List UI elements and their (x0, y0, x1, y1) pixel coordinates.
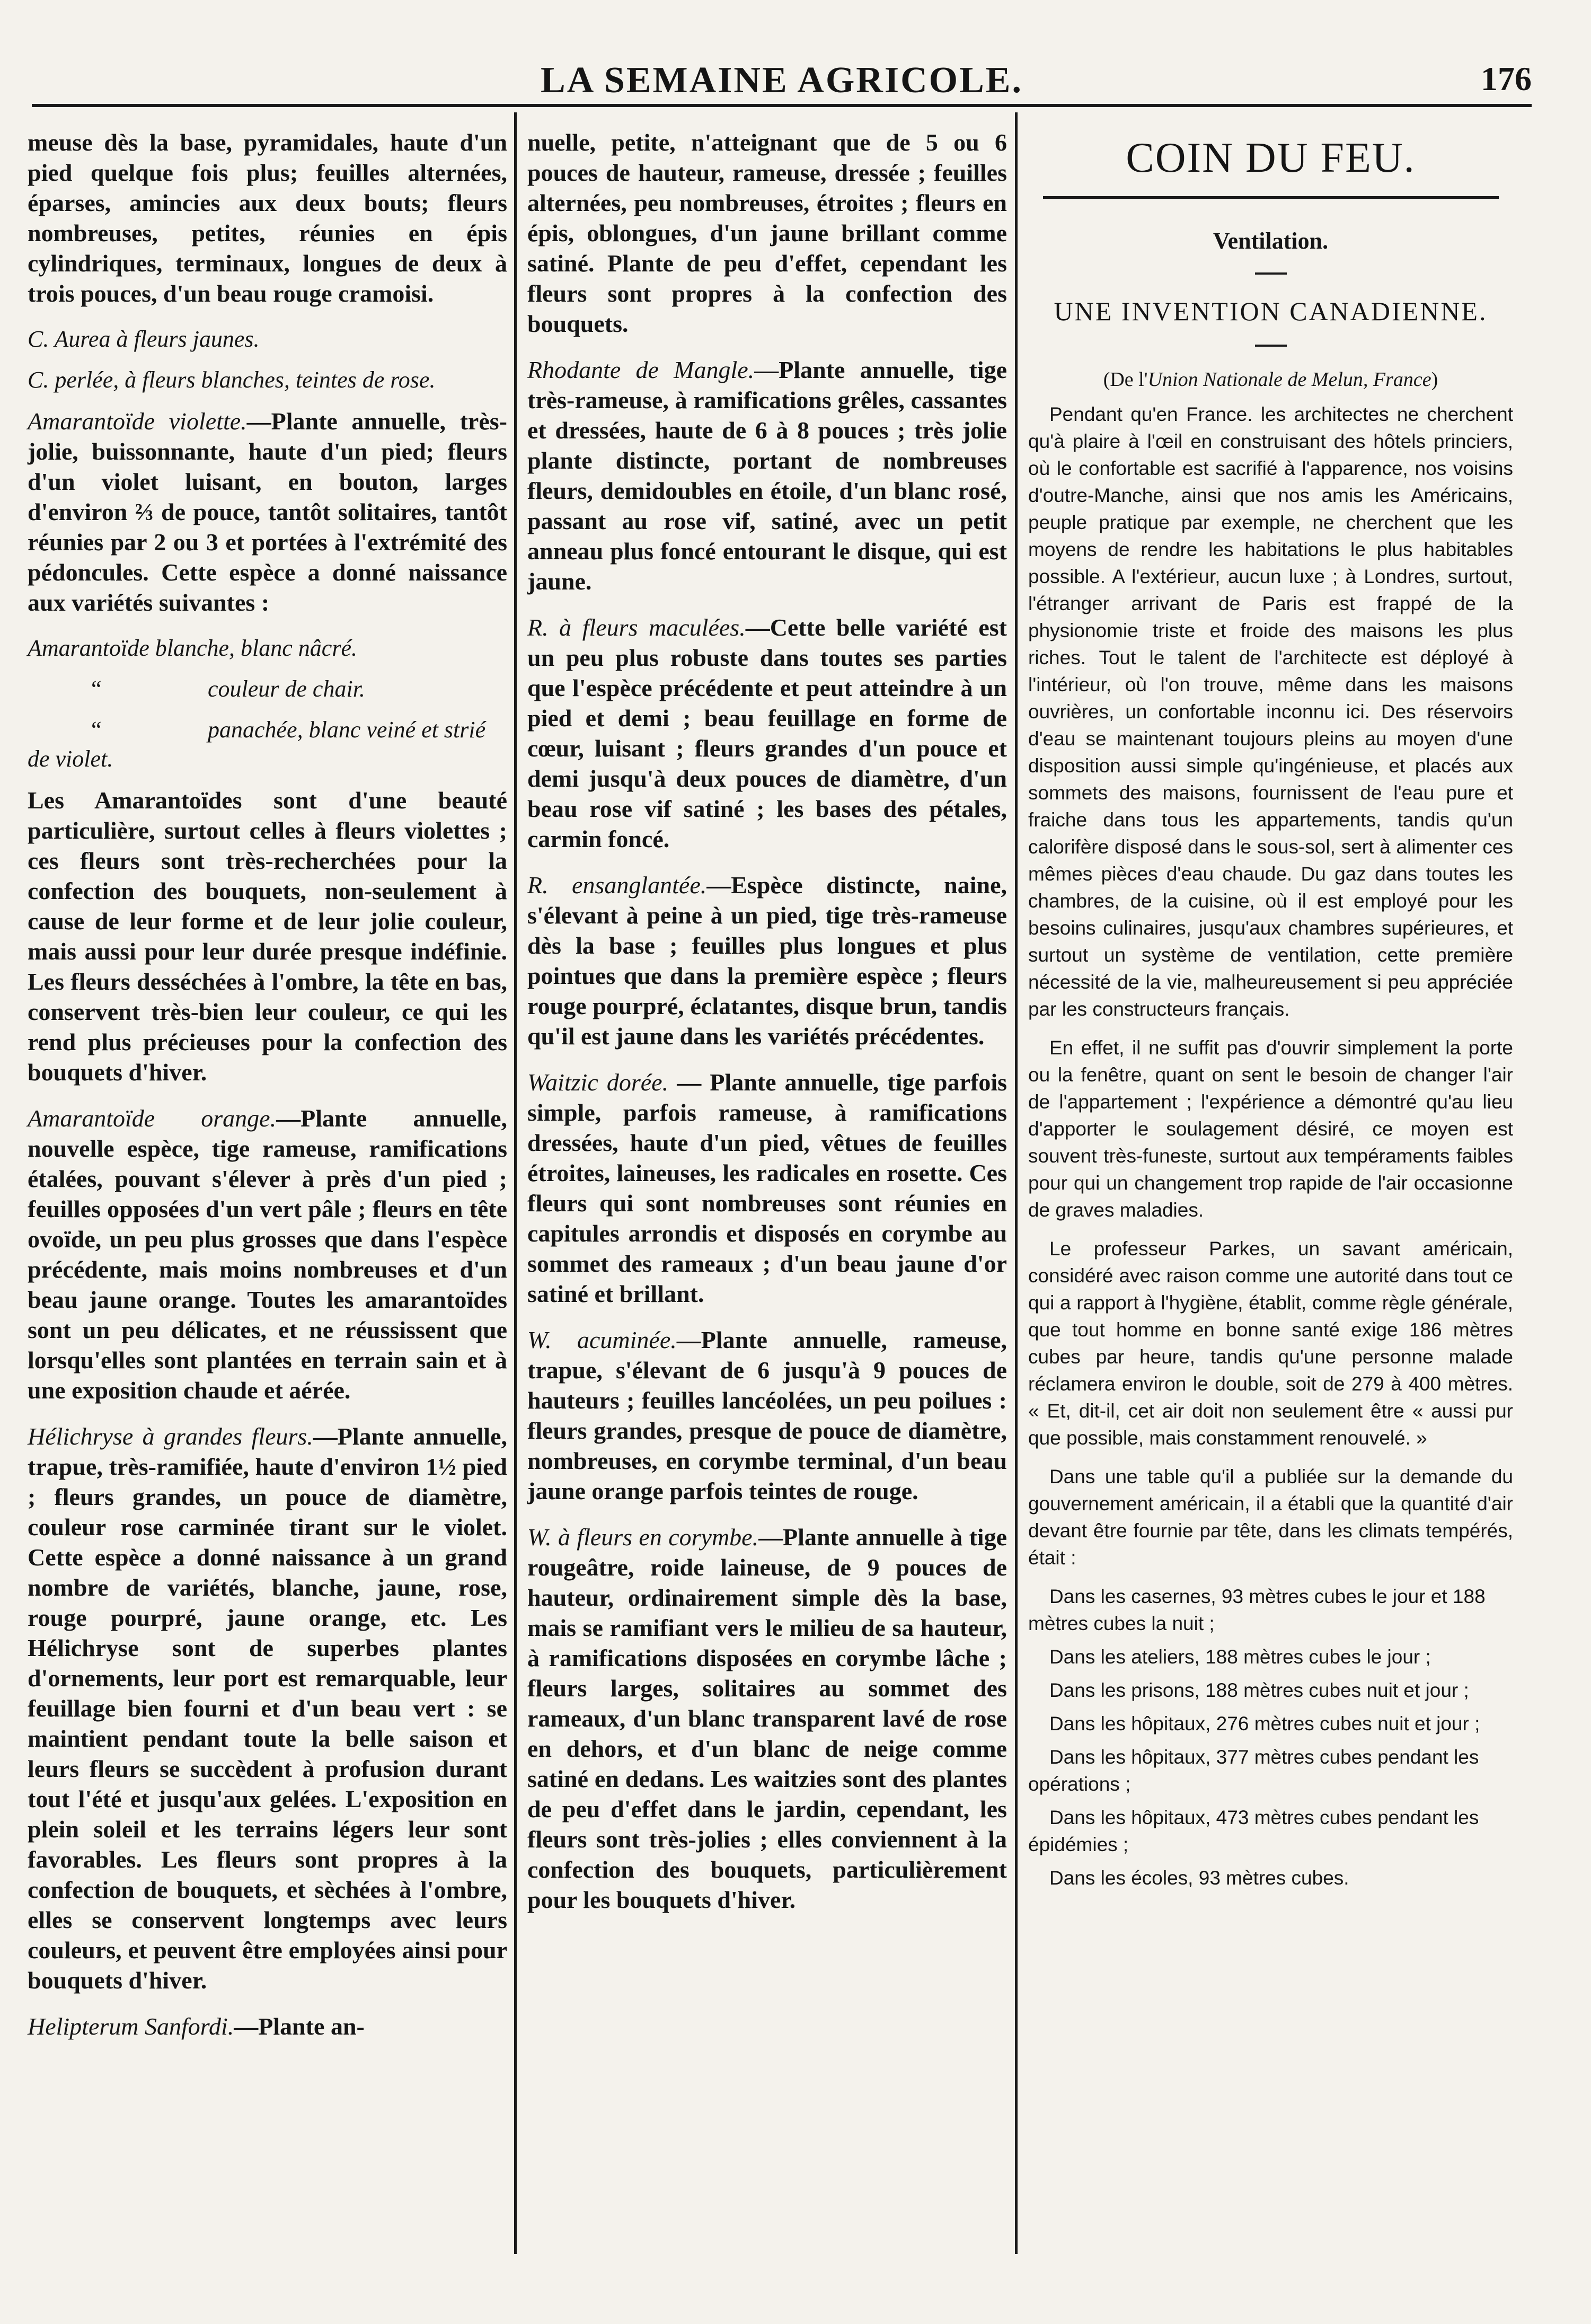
plant-name: R. ensanglantée. (527, 872, 707, 899)
column-3 (1028, 127, 1513, 1898)
column-rule-right (1015, 112, 1018, 2254)
variety-entry (28, 715, 507, 773)
plant-entry (28, 406, 507, 618)
plant-entry (28, 2011, 507, 2041)
plant-description: —Espèce distincte, naine, s'élevant à peine à un pied, tige très-rameuse dès la base ; feuilles plus longues et plus pointues que dans la première espèce ; fleurs rouge pourpré, éclatantes, disque brun, tandis qu'il est jaune dans les variétés précédentes. (527, 872, 1007, 1050)
section-rule (1043, 196, 1499, 199)
source-name: Union Nationale de Melun, France (1147, 368, 1431, 391)
paragraph: meuse dès la base, pyramidales, haute d'un pied quelque fois plus; feuilles alternées, éparses, amincies aux deux bouts; fleurs nombreuses, petites, réunies en épis cylindriques, terminaux, longues de deux à trois pouces, d'un beau rouge cramoisi. (28, 129, 507, 307)
list-item: Dans les écoles, 93 mètres cubes. (1049, 1867, 1349, 1889)
paragraph: Le professeur Parkes, un savant américain, considéré avec raison comme une autorité dans tout ce qui a rapport à l'hygiène, établit, comme règle générale, que tout homme en bonne santé exige 186 mètres cubes par heure, tandis qu'une personne malade réclamera environ le double, soit de 279 à 400 mètres. « Et, dit-il, cet air doit non seulement être « aussi pur que possible, mais constamment renouvelé. » (1028, 1238, 1513, 1449)
variety-entry: C. perlée, à fleurs blanches, teintes de rose. (28, 367, 436, 393)
paragraph: Les Amarantoïdes sont d'une beauté particulière, surtout celles à fleurs violettes ; ces fleurs sont très-recherchées pour la confection des bouquets, non-seulement à cause de leur forme et de leur jolie couleur, mais aussi pour leur durée presque indéfinie. Les fleurs desséchées à l'ombre, la tête en bas, conservent très-bien leur couleur, ce qui les rend plus précieuses pour la confection des bouquets d'hiver. (28, 787, 507, 1086)
list-item: Dans les hôpitaux, 377 mètres cubes pendant les opérations ; (1028, 1746, 1479, 1795)
plant-description: — Plante annuelle, tige parfois simple, parfois rameuse, à ramifications dressées, haute d'un pied, vêtues de feuilles étroites, laineuses, les radicales en rosette. Ces fleurs qui sont nombreuses sont réunies en capitules arrondis et disposés en corymbe au sommet des rameaux ; d'un beau jaune d'or satiné et brillant. (527, 1069, 1007, 1307)
list-item: Dans les casernes, 93 mètres cubes le jour et 188 mètres cubes la nuit ; (1028, 1586, 1486, 1634)
short-rule (1255, 345, 1287, 347)
plant-entry (28, 1421, 507, 1995)
paragraph: Pendant qu'en France. les architectes ne cherchent qu'à plaire à l'œil en construisant des hôtels princiers, où le confortable est sacrifié à l'apparence, nos voisins d'outre-Manche, ainsi que nos amis les Américains, peuple pratique par exemple, ne cherchent que les moyens de rendre les habitations le plus habitables possible. A l'extérieur, aucun luxe ; à Londres, surtout, l'étranger arrivant de Paris est frappé de la physionomie triste et froide des maisons les plus riches. Tout le talent de l'architecte est déployé à l'intérieur, où l'on trouve, même dans les maisons ouvrières, un confortable inconnu ici. Des réservoirs d'eau se maintenant toujours pleins au moyen d'une disposition aussi simple qu'ingénieuse, et placés aux sommets des maisons, fournissent de l'eau pure et fraiche dans tous les appartements, tandis qu'un calorifère disposé dans le sous-sol, sert à alimenter ces mêmes pièces d'eau chaude. Du gaz dans toutes les chambres, de la cuisine, où il est employé pour les besoins culinaires, jusqu'aux chambres supérieures, et surtout un système de ventilation, cette première nécessité de la vie, malheureusement si peu appréciée par les constructeurs français. (1028, 403, 1513, 1020)
masthead-rule (32, 104, 1532, 107)
plant-entry (527, 870, 1007, 1051)
ditto-mark: “ (91, 717, 102, 743)
plant-description: —Plante annuelle à tige rougeâtre, roide laineuse, de 9 pouces de hauteur, ordinairement simple dès la base, mais se ramifiant vers le milieu de sa hauteur, à ramifications disposées en corymbe lâche ; fleurs larges, solitaires au sommet des rameaux, d'un blanc transparent lavé de rose en dehors, et d'un blanc de neige comme satiné en dedans. Les waitzies sont des plantes de peu d'effet dans le jardin, cependant, les fleurs sont très-jolies ; elles conviennent à la confection des bouquets, particulièrement pour les bouquets d'hiver. (527, 1524, 1007, 1913)
column-rule-left (514, 112, 517, 2254)
paragraph: Dans une table qu'il a publiée sur la demande du gouvernement américain, il a établi que la quantité d'air devant être fournie par tête, dans les climats tempérés, était : (1028, 1466, 1513, 1569)
article-subtitle: UNE INVENTION CANADIENNE. (1054, 296, 1488, 326)
masthead (32, 59, 1532, 107)
plant-description: —Plante annuelle, trapue, très-ramifiée, haute d'environ 1½ pied ; fleurs grandes, un pouce de diamètre, couleur rose carminée tirant sur le violet. Cette espèce a donné naissance à un grand nombre de variétés, blanche, jaune, rose, rouge pourpré, jaune orange, etc. Les Hélichryse sont de superbes plantes d'ornements, leur port est remarquable, leur feuillage bien fourni et d'un beau vert : se maintient pendant toute la belle saison et leurs fleurs se succèdent à profusion durant tout l'été et jusqu'aux gelées. L'exposition en plein soleil et les terrains légers leur sont favorables. Les fleurs sont propres à la confection de bouquets, et sèchées à l'ombre, elles se conservent longtemps avec leurs couleurs, et peuvent être employées ainsi pour bouquets d'hiver. (28, 1423, 507, 1994)
variety-entry: C. Aurea à fleurs jaunes. (28, 326, 260, 352)
short-rule (1255, 272, 1287, 275)
plant-name: W. acuminée. (527, 1326, 677, 1353)
plant-entry (527, 1325, 1007, 1506)
variety-entry (28, 674, 507, 703)
plant-entry (527, 1522, 1007, 1915)
plant-entry (527, 355, 1007, 596)
section-title: COIN DU FEU. (1126, 135, 1416, 181)
paragraph: En effet, il ne suffit pas d'ouvrir simplement la porte ou la fenêtre, quant on sent le besoin de changer l'air de l'appartement ; l'expérience a démontré qu'au lieu d'apporter le soulagement désiré, ce moyen est souvent très-funeste, surtout aux tempéraments faibles pour qui un changement trop rapide de l'air occasionne de graves maladies. (1028, 1037, 1513, 1221)
page-number: 176 (1481, 60, 1532, 98)
plant-name: W. à fleurs en corymbe. (527, 1524, 759, 1551)
list-item: Dans les hôpitaux, 276 mètres cubes nuit et jour ; (1049, 1713, 1480, 1735)
plant-description: —Plante annuelle, nouvelle espèce, tige rameuse, ramifications étalées, pouvant s'élever à près d'un pied ; feuilles opposées d'un vert pâle ; fleurs en tête ovoïde, un peu plus grosses que dans l'espèce précédente, mais moins nombreuses et d'un beau jaune orange. Toutes les amarantoïdes sont un peu délicates, et ne réussissent que lorsqu'elles sont plantées en terrain sain et à une exposition chaude et aérée. (28, 1105, 508, 1404)
list-item: Dans les ateliers, 188 mètres cubes le jour ; (1049, 1646, 1431, 1668)
plant-name: Hélichryse à grandes fleurs. (28, 1423, 313, 1450)
plant-entry (527, 1067, 1007, 1309)
plant-description: —Plante annuelle, rameuse, trapue, s'élevant de 6 jusqu'à 9 pouces de hauteurs ; feuilles lancéolées, un peu poilues : fleurs grandes, presque de pouce de diamètre, nombreuses, en corymbe terminal, d'un beau jaune orange parfois teintes de rouge. (527, 1326, 1007, 1504)
plant-description: —Plante annuelle, tige très-rameuse, à ramifications grêles, cassantes et dressées, haute de 6 à 8 pouces ; très jolie plante distincte, portant de nombreuses fleurs, demidoubles en étoile, d'un blanc rosé, passant au rose vif, satiné, avec un petit anneau plus foncé entourant le disque, qui est jaune. (527, 356, 1007, 595)
variety-entry: Amarantoïde blanche, blanc nâcré. (28, 635, 357, 661)
list-item: Dans les hôpitaux, 473 mètres cubes pendant les épidémies ; (1028, 1807, 1479, 1855)
source-prefix: (De l' (1103, 368, 1148, 391)
column-2 (527, 127, 1007, 1931)
plant-description: —Plante an- (234, 2013, 365, 2040)
plant-entry (527, 612, 1007, 854)
column-1 (28, 127, 507, 2057)
paragraph: nuelle, petite, n'atteignant que de 5 ou 6 pouces de hauteur, rameuse, dressée ; feuilles alternées, peu nombreuses, étroites ; fleurs en épis, oblongues, d'un jaune brillant comme satiné. Plante de peu d'effet, cependant les fleurs sont propres à la confection des bouquets. (527, 129, 1007, 337)
list-item: Dans les prisons, 188 mètres cubes nuit et jour ; (1049, 1679, 1469, 1701)
plant-description: —Plante annuelle, très-jolie, buissonnante, haute d'un pied; fleurs d'un violet luisant, en bouton, larges d'environ ⅔ de pouce, tantôt solitaires, tantôt réunies par 2 ou 3 et portées à l'extrémité des pédoncules. Cette espèce a donné naissance aux variétés suivantes : (28, 408, 507, 616)
plant-description: —Cette belle variété est un peu plus robuste dans toutes ses parties que l'espèce précédente et peut atteindre à un pied et demi ; beau feuillage en forme de cœur, luisant ; fleurs grandes d'un pouce et demi jusqu'à deux pouces de diamètre, d'un beau rose vif satiné ; les bases des pétales, carmin foncé. (527, 614, 1007, 852)
variety-text: panachée, blanc veiné et strié de violet. (28, 717, 486, 772)
article-source (1028, 368, 1513, 391)
plant-name: Amarantoïde orange. (28, 1105, 277, 1132)
plant-name: Amarantoïde violette. (28, 408, 247, 435)
article-title: Ventilation. (1213, 228, 1329, 254)
journal-title: LA SEMAINE AGRICOLE. (541, 60, 1023, 101)
plant-name: Rhodante de Mangle. (527, 356, 755, 383)
plant-name: Waitzic dorée. (527, 1069, 669, 1096)
plant-entry (28, 1103, 507, 1405)
plant-name: R. à fleurs maculées. (527, 614, 746, 641)
plant-name: Helipterum Sanfordi. (28, 2013, 234, 2040)
ditto-mark: “ (91, 676, 102, 702)
source-suffix: ) (1431, 368, 1438, 391)
variety-text: couleur de chair. (208, 676, 365, 702)
